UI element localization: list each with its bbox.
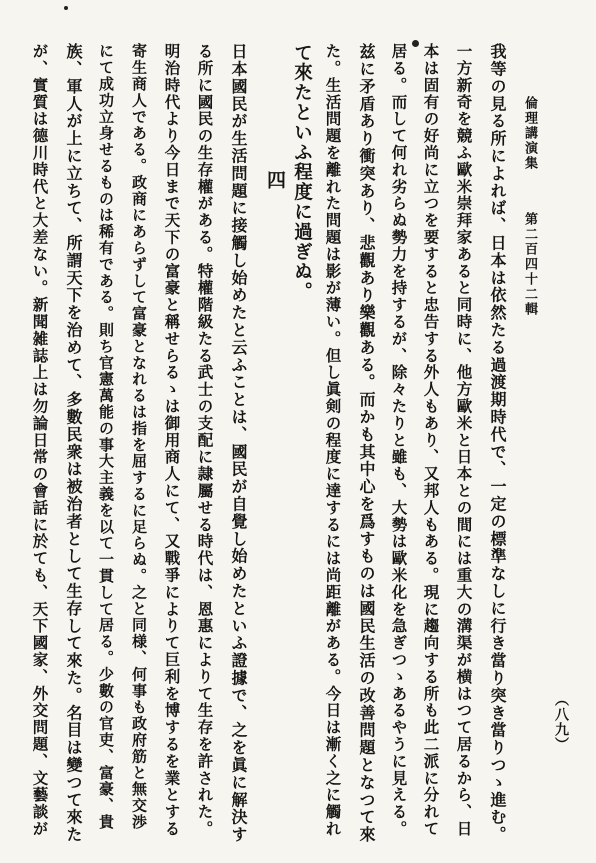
text-column: 寄生商人である。政商にあらずして富豪となれるは指を屈するに足らぬ。之と同様、何事も政府筋と無交渉 xyxy=(130,43,148,831)
text-column: 居る。而して何れ劣らぬ勢力を持するが、除々たりと雖も、大勢は歐米化を急ぎつゝあるやうに見える。 xyxy=(389,43,409,838)
ink-speck xyxy=(64,6,68,10)
text-column: にて成功立身せるものは稀有である。則ち官憲萬能の事大主義を以て一貫して居る。少數の官吏、富豪、貴 xyxy=(97,43,115,831)
text-column: た。生活問題を離れた問題は影が薄い。但し眞剣の程度に達するには尚距離がある。今日は漸く之に觸れ xyxy=(323,43,343,838)
issue-number: 第二百四十二輯 xyxy=(522,212,537,317)
text-column: 日本國民が生活問題に接觸し始めたと云ふことは、國民が自覺し始めたといふ證據で、之を眞に解決す xyxy=(229,43,248,844)
text-column: て來たといふ程度に過ぎぬ。 xyxy=(291,43,313,302)
text-column: 族、軍人が上に立ちて、所謂天下を治めて、多數民衆は被治者として生存して來た。名目は變つて來た xyxy=(64,43,83,844)
text-column: 本は固有の好尚に立つを要すると忠告する外人もあり、又邦人もある。現に趨向する所も此二派に分れて xyxy=(421,43,441,838)
ink-speck xyxy=(412,40,419,47)
page-number: （八九） xyxy=(553,692,569,752)
text-column: が、實質は德川時代と大差ない。新聞雑誌上は勿論日常の會話に於ても、天下國家、外交問題、文藝談が xyxy=(30,43,50,838)
text-column: 明治時代より今日まで天下の富豪と稱せらるゝは御用商人にて、又戰爭によりて巨利を博するを業とする xyxy=(162,43,182,838)
text-column: 我等の見る所によれば、日本は依然たる過渡期時代で、一定の標準なしに行き當り突き當りつゝ進む。 xyxy=(488,43,507,844)
series-title: 倫理講演集 xyxy=(522,96,537,171)
text-column: 兹に矛盾あり衝突あり、悲觀あり樂觀ある。而かも其中心を爲すものは國民生活の改善問題となつて來 xyxy=(357,43,376,844)
section-heading: 四 xyxy=(264,170,286,189)
text-column: 一方新奇を競ふ歐米崇拜家あると同時に、他方歐米と日本との間には重大の溝渠が横はつて居るから、日 xyxy=(454,43,474,838)
text-column: る所に國民の生存權がある。特權階級たる武士の支配に隷屬せる時代は、恩惠によりて生存を許された。 xyxy=(195,43,215,838)
